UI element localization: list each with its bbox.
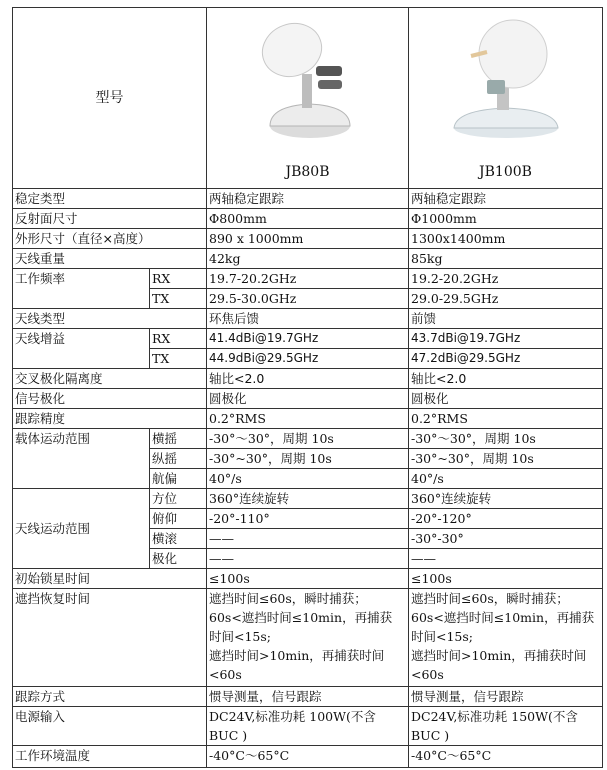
value-jb80b: 41.4dBi@19.7GHz (207, 329, 409, 349)
row-label: 稳定类型 (13, 189, 207, 209)
value-jb80b (207, 589, 409, 687)
value-jb80b: 360°连续旋转 (207, 489, 409, 509)
model-label: 型号 (13, 8, 207, 189)
line: 60s<遮挡时间≤10min，再捕获 (209, 610, 393, 625)
sub-label: TX (150, 289, 207, 309)
sub-label: 纵摇 (150, 449, 207, 469)
sub-label: 极化 (150, 549, 207, 569)
value-jb80b: -30°~30°，周期 10s (207, 449, 409, 469)
row-pol (13, 389, 603, 409)
value-jb100b: 轴比<2.0 (409, 369, 603, 389)
model-jb80b-cell (207, 8, 409, 189)
row-gain-rx (13, 329, 603, 349)
row-freq-rx (13, 269, 603, 289)
row-label: 交叉极化隔离度 (13, 369, 207, 389)
model-name-jb80b: JB80B (285, 164, 330, 180)
value-jb80b: -20°-110° (207, 509, 409, 529)
row-reflector (13, 209, 603, 229)
value-jb80b: -40°C～65°C (207, 746, 409, 768)
line: 60s<遮挡时间≤10min，再捕获 (411, 610, 595, 625)
value-jb80b: 圆极化 (207, 389, 409, 409)
row-lock-time (13, 569, 603, 589)
row-power (13, 707, 603, 746)
value-jb80b: 29.5-30.0GHz (207, 289, 409, 309)
row-label: 天线重量 (13, 249, 207, 269)
row-label: 工作频率 (13, 269, 150, 309)
value-jb80b (207, 707, 409, 746)
value-jb80b: 两轴稳定跟踪 (207, 189, 409, 209)
value-jb80b: Φ800mm (207, 209, 409, 229)
value-jb100b: 40°/s (409, 469, 603, 489)
sub-label: 横摇 (150, 429, 207, 449)
row-track-mode (13, 687, 603, 707)
value-jb80b: 42kg (207, 249, 409, 269)
value-jb100b: 29.0-29.5GHz (409, 289, 603, 309)
row-label: 外形尺寸（直径×高度） (13, 229, 207, 249)
row-label: 工作环境温度 (13, 746, 207, 768)
line: <60s (411, 667, 444, 682)
row-label: 电源输入 (13, 707, 207, 746)
value-jb80b: 40°/s (207, 469, 409, 489)
row-stab-type (13, 189, 603, 209)
row-carrier-roll (13, 429, 603, 449)
row-weight (13, 249, 603, 269)
dish-antenna-image (248, 14, 368, 144)
line: 遮挡时间≤60s，瞬时捕获； (209, 591, 367, 606)
row-label: 跟踪精度 (13, 409, 207, 429)
value-jb80b: —— (207, 549, 409, 569)
value-jb100b: 0.2°RMS (409, 409, 603, 429)
value-jb100b: —— (409, 549, 603, 569)
value-jb80b: —— (207, 529, 409, 549)
row-recovery (13, 589, 603, 687)
sub-label: TX (150, 349, 207, 369)
value-jb80b: 0.2°RMS (207, 409, 409, 429)
value-jb100b: 两轴稳定跟踪 (409, 189, 603, 209)
row-dims (13, 229, 603, 249)
value-jb100b: 19.2-20.2GHz (409, 269, 603, 289)
line: DC24V,标准功耗 100W(不含 (209, 709, 376, 724)
row-label: 遮挡恢复时间 (13, 589, 207, 687)
value-jb80b: -30°～30°，周期 10s (207, 429, 409, 449)
value-jb100b: 1300x1400mm (409, 229, 603, 249)
row-label: 天线运动范围 (13, 489, 150, 569)
value-jb100b: 惯导测量，信号跟踪 (409, 687, 603, 707)
line: 遮挡时间>10min，再捕获时间 (411, 648, 587, 663)
value-jb100b (409, 707, 603, 746)
value-jb80b: ≤100s (207, 569, 409, 589)
value-jb80b: 19.7-20.2GHz (207, 269, 409, 289)
model-header-row (13, 8, 603, 189)
spec-table (12, 7, 603, 768)
sub-label: 方位 (150, 489, 207, 509)
line: <60s (209, 667, 242, 682)
value-jb80b: 44.9dBi@29.5GHz (207, 349, 409, 369)
model-jb100b-cell (409, 8, 603, 189)
value-jb100b: -30°-30° (409, 529, 603, 549)
value-jb100b: 47.2dBi@29.5GHz (409, 349, 603, 369)
value-jb100b: Φ1000mm (409, 209, 603, 229)
row-label: 载体运动范围 (13, 429, 150, 489)
row-label: 信号极化 (13, 389, 207, 409)
value-jb100b: 85kg (409, 249, 603, 269)
line: DC24V,标准功耗 150W(不含 (411, 709, 578, 724)
row-xpol (13, 369, 603, 389)
sub-label: RX (150, 269, 207, 289)
sub-label: RX (150, 329, 207, 349)
value-jb100b: -30°～30°，周期 10s (409, 429, 603, 449)
value-jb100b: -40°C～65°C (409, 746, 603, 768)
model-name-jb100b: JB100B (479, 164, 532, 180)
row-label: 跟踪方式 (13, 687, 207, 707)
value-jb80b: 轴比<2.0 (207, 369, 409, 389)
row-label: 反射面尺寸 (13, 209, 207, 229)
value-jb100b: ≤100s (409, 569, 603, 589)
value-jb100b: 前馈 (409, 309, 603, 329)
row-ant-type (13, 309, 603, 329)
value-jb80b: 惯导测量，信号跟踪 (207, 687, 409, 707)
line: 时间<15s; (411, 629, 474, 644)
value-jb100b: -20°-120° (409, 509, 603, 529)
row-label: 天线增益 (13, 329, 150, 369)
line: 遮挡时间>10min，再捕获时间 (209, 648, 385, 663)
sub-label: 航偏 (150, 469, 207, 489)
sub-label: 横滚 (150, 529, 207, 549)
line: BUC ) (411, 728, 450, 743)
row-accuracy (13, 409, 603, 429)
value-jb100b: -30°~30°，周期 10s (409, 449, 603, 469)
value-jb100b: 43.7dBi@19.7GHz (409, 329, 603, 349)
row-label: 初始锁星时间 (13, 569, 207, 589)
row-temp (13, 746, 603, 768)
value-jb100b (409, 589, 603, 687)
value-jb80b: 890 x 1000mm (207, 229, 409, 249)
value-jb100b: 360°连续旋转 (409, 489, 603, 509)
sub-label: 俯仰 (150, 509, 207, 529)
line: BUC ) (209, 728, 248, 743)
line: 遮挡时间≤60s，瞬时捕获； (411, 591, 569, 606)
row-motion-azimuth (13, 489, 603, 509)
line: 时间<15s; (209, 629, 272, 644)
value-jb80b: 环焦后馈 (207, 309, 409, 329)
row-label: 天线类型 (13, 309, 207, 329)
dish-antenna-image (441, 14, 571, 144)
value-jb100b: 圆极化 (409, 389, 603, 409)
